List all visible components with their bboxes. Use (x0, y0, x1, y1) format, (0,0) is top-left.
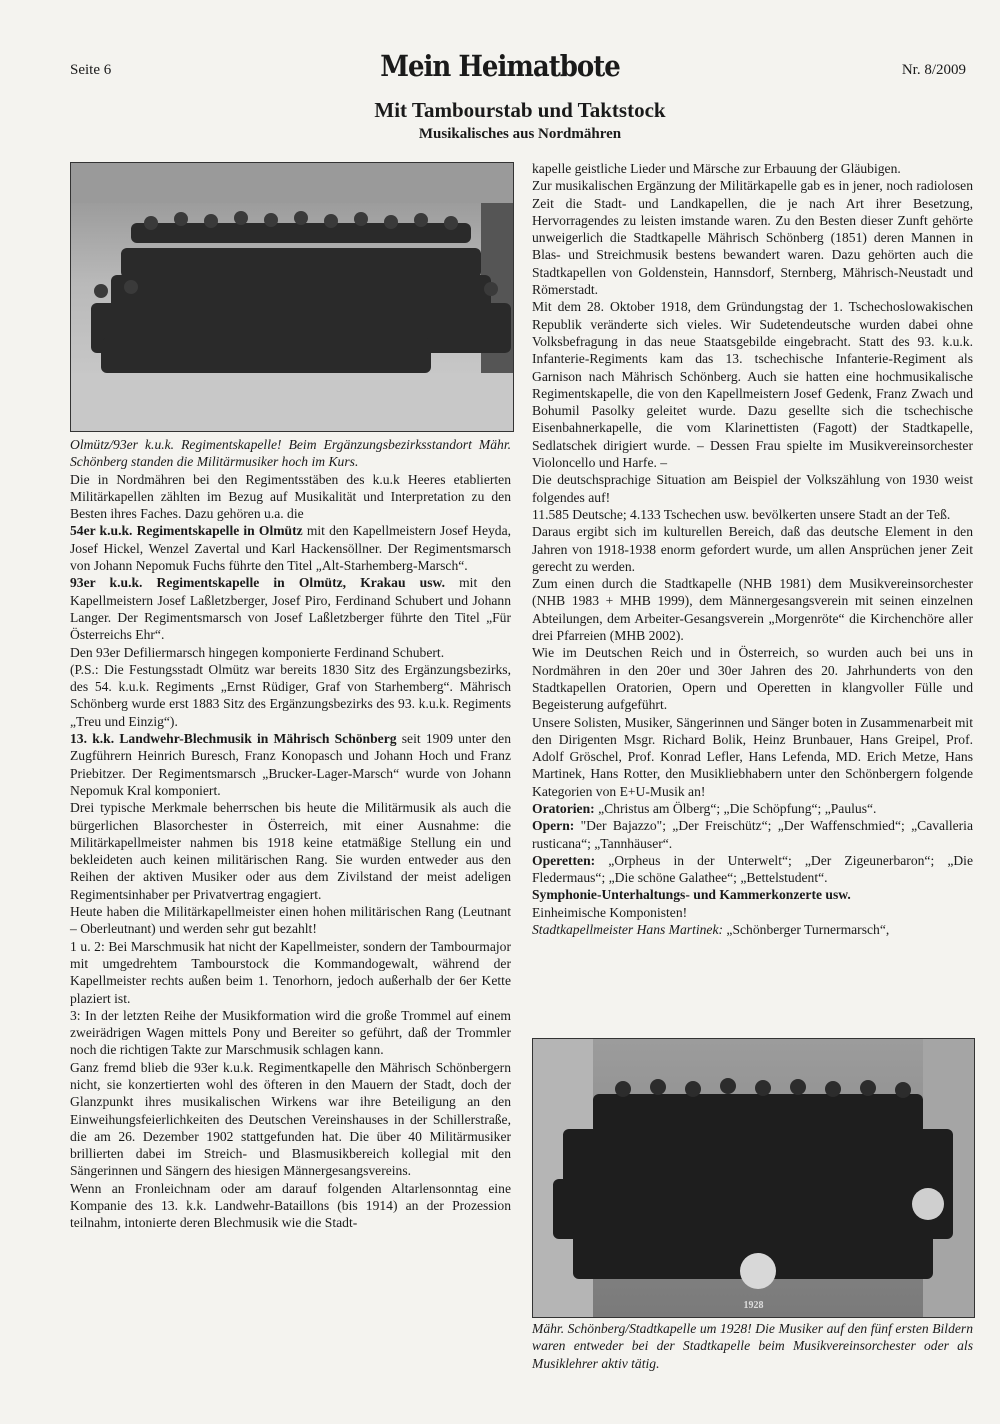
paragraph: Ganz fremd blieb die 93er k.u.k. Regimentkapelle den Mährisch Schönbergern nicht, sie konzertierten wohl des öfteren in den Mauern der Stadt, doch der Glanzpunkt ihres musikalischen Wirkens war ihre Beteiligung an den Einweihungsfeierlichkeiten des Deutschen Vereinshauses in der Schillerstraße, die am 26. Dezember 1902 stattgefunden hat. Die über 40 Militärmusiker brillierten dabei im Streich- und Blasmusikbereich kollegial mit den Sängerinnen und Sängern des hiesigen Männergesangsvereins. (70, 1059, 511, 1179)
paragraph: 1 u. 2: Bei Marschmusik hat nicht der Kapellmeister, sondern der Tambourmajor mit umgedrehtem Tambourstock die Kommandogewalt, während der Kapellmeister rechts außen beim 1. Tenorhorn, jedoch außerhalb der 6er Kette plaziert ist. (70, 938, 511, 1006)
photo-year-label: 1928 (743, 1300, 764, 1311)
paragraph: Zum einen durch die Stadtkapelle (NHB 1981) dem Musikvereinsorchester (NHB 1983 + MHB 1999), dem Männergesangsverein mit seinen einzelnen Abteilungen, dem Arbeiter-Gesangsverein „Morgenröte“ die Kirchenchöre aller drei Pfarreien (MHB 2002). (532, 576, 973, 644)
paragraph: 3: In der letzten Reihe der Musikformation wird die große Trommel auf einem zweirädrigen Wagen mittels Pony und Bereiter so geführt, daß der Trommler noch die richtigen Takte zur Marschmusik schlagen kann. (70, 1007, 511, 1058)
paragraph: Die deutschsprachige Situation am Beispiel der Volkszählung von 1930 weist folgendes auf! (532, 472, 973, 505)
category-label: Operetten: (532, 852, 596, 868)
paragraph: Heute haben die Militärkapellmeister einen hohen militärischen Rang (Leutnant – Oberleutnant) und werden sehr gut bezahlt! (70, 904, 511, 937)
category-label: Opern: (532, 818, 575, 834)
military-band-photo (70, 162, 514, 432)
category-text: „Orpheus in der Unterwelt“; „Der Zigeunerbaron“; „Die Fledermaus“; „Die schöne Galathee“; „Bettelstudent“. (532, 852, 973, 886)
paragraph: (P.S.: Die Festungsstadt Olmütz war bereits 1830 Sitz des Ergänzungsbezirks, des 54. k.u.k. Regiments „Ernst Rüdiger, Graf von Starhemberg“. Mährisch Schönberg wurde erst 1883 Sitz des Ergänzungsbezirks des 93. k.u.k. Regiments „Treu und Einzig“). (70, 661, 511, 729)
article-title: Mit Tambourstab und Taktstock (374, 98, 666, 122)
paragraph-text: seit 1909 unter den Zugführern Heinrich Buresch, Franz Konopasch und Johann Hoch und Franz Priebitzer. Der Regimentsmarsch „Brucker-Lager-Marsch“ wurde von Johann Nepomuk Kral komponiert. (70, 731, 511, 798)
right-column (532, 160, 973, 938)
category-label: Oratorien: (532, 800, 595, 816)
composer-label: Stadtkapellmeister Hans Martinek: (532, 922, 724, 938)
category-text: „Christus am Ölberg“; „Die Schöpfung“; „Paulus“. (594, 800, 877, 816)
photo2-caption: Mähr. Schönberg/Stadtkapelle um 1928! Die Musiker auf den fünf ersten Bildern waren entweder bei der Stadtkapelle beim Musikvereinsorchester oder als Musiklehrer aktiv tätig. (532, 1321, 973, 1371)
paragraph: Den 93er Defiliermarsch hingegen komponierte Ferdinand Schubert. (70, 644, 445, 660)
paragraph: Daraus ergibt sich im kulturellen Bereich, daß das deutsche Element in den Jahren von 1918-1938 enorm gefordert wurde, um allen Ansprüchen jener Zeit gerecht zu werden. (532, 524, 973, 574)
left-column (70, 432, 511, 1232)
paragraph: Drei typische Merkmale beherrschen bis heute die Militärmusik als auch die bürgerlichen Blasorchester in Österreich, mit einer Ausnahme: die Militärkapellmeister nahmen bis 1918 keine etatmäßige Stellung ein und bekleideten auch keinen militärischen Rang. Sie wurden entweder aus den Reihen der aktiven Musiker oder aus dem Zivilstand der meist adeligen Regimentsinhaber per Privatvertrag engagiert. (70, 800, 511, 902)
paragraph (70, 730, 511, 799)
section-heading: 93er k.u.k. Regimentskapelle in Olmütz, Krakau usw. (70, 575, 445, 591)
issue-number: Nr. 8/2009 (901, 62, 966, 78)
paragraph: 11.585 Deutsche; 4.133 Tschechen usw. bevölkerten unsere Stadt an der Teß. (532, 506, 951, 522)
category-operetten (532, 852, 973, 887)
paragraph-text: mit den Kapellmeistern Josef Laßletzberger, Josef Piro, Ferdinand Schubert und Johann Langer. Der Regimentsmarsch von Josef Laßletzberger führte den Titel „Für Österreichs Ehr“. (70, 575, 511, 643)
page-number: Seite 6 (70, 62, 112, 78)
paragraph (70, 574, 511, 643)
photo1-caption: Olmütz/93er k.u.k. Regimentskapelle! Beim Ergänzungsbezirksstandort Mähr. Schönberg standen die Militärmusiker hoch im Kurs. (70, 437, 511, 470)
masthead-logo: Mein Heimatbote (380, 50, 620, 84)
paragraph: Unsere Solisten, Musiker, Sängerinnen und Sänger boten in Zusammenarbeit mit den Dirigenten Msgr. Richard Bolik, Heinz Brunbauer, Hans Greipel, Prof. Adolf Gröschel, Prof. Konrad Lefler, Hans Lefenda, MD. Erich Metze, Hans Martinek, Hans Rotter, den Musikliebhabern unter den Schönbergern folgende Kategorien von E+U-Musik an! (532, 714, 973, 799)
section-heading: 13. k.k. Landwehr-Blechmusik in Mährisch Schönberg (70, 731, 397, 747)
paragraph-text: mit den Kapellmeistern Josef Heyda, Josef Hickel, Wenzel Zavertal und Karl Hackensöllner. Der Regimentsmarsch von Johann Nepomuk Fuchs führte den Titel „Alt-Starhemberg-Marsch“. (70, 523, 511, 574)
page-header (0, 50, 1000, 92)
category-oratorien (532, 800, 973, 817)
paragraph: Die in Nordmähren bei den Regimentsstäben des k.u.k Heeres etablierten Militärkapellen zählten im Bezug auf Musikalität und Interpretation zu den Besten ihres Faches. Dazu gehören u.a. die (70, 471, 511, 522)
paragraph: kapelle geistliche Lieder und Märsche zur Erbauung der Gläubigen. (532, 161, 901, 176)
town-band-photo (532, 1038, 975, 1318)
section-heading: 54er k.u.k. Regimentskapelle in Olmütz (70, 523, 303, 539)
category-symphonie: Symphonie-Unterhaltungs- und Kammerkonzerte usw. (532, 887, 851, 903)
paragraph: Einheimische Komponisten! (532, 904, 688, 920)
paragraph: Zur musikalischen Ergänzung der Militärkapelle gab es in jener, noch radiolosen Zeit die Stadt- und Landkapellen, die je nach Art ihrer Besetzung, Hervorragendes zu leisten imstande waren. Zu den Besten dieser Zunft gehörte unweigerlich die Stadtkapelle Mährisch Schönberg (1851) deren Mannen in Blas- und Streichmusik bestens bewandert waren. Dazu gehörten auch die Stadtkapellen von Goldenstein, Hannsdorf, Sternberg, Mährisch-Neustadt und Römerstadt. (532, 178, 973, 298)
category-opern (532, 817, 973, 852)
composer-text: „Schönberger Turnermarsch“, (723, 922, 890, 938)
paragraph: Wenn an Fronleichnam oder am darauf folgenden Altarlensonntag eine Kompanie des 13. k.k. Landwehr-Bataillons (bis 1914) an der Prozession teilnahm, intonierte deren Blechmusik wie die Stadt- (70, 1180, 511, 1231)
paragraph (70, 522, 511, 574)
paragraph (532, 921, 973, 938)
paragraph: Wie im Deutschen Reich und in Österreich, so wurden auch bei uns in Nordmähren in den 20er und 30er Jahren des 20. Jahrhunderts von den Stadtkapellen Oratorien, Opern und Operetten in klangvoller Fülle und Begeisterung aufgeführt. (532, 645, 973, 713)
article-subtitle: Musikalisches aus Nordmähren (418, 126, 622, 142)
category-text: "Der Bajazzo"; „Der Freischütz“; „Der Waffenschmied“; „Cavalleria rusticana“; „Tannhäuser“. (532, 818, 973, 851)
paragraph: Mit dem 28. Oktober 1918, dem Gründungstag der 1. Tschechoslowakischen Republik veränderte sich vieles. Wir Sudetendeutsche wurden dabei ohne Volksbefragung in das neue Staatsgebilde eingebracht. Statt des 93. k.u.k. Infanterie-Regiments kam das 13. tschechische Infanterie-Regiment als Garnison nach Mährisch Schönberg. Auch sie hatten eine hochmusikalische Regimentskapelle, die von den Kapellmeistern Josef Gedenk, Franz Zwach und Bohumil Pasolky geleitet wurde. Dazu gesellte sich die tschechische Eisenbahnerkapelle, die vom Klarinettisten (Fagott) der Stadtkapelle, Sedlatschek dirigiert wurde. – Dessen Frau spielte im Musikvereinsorchester Violoncello und Harfe. – (532, 299, 973, 471)
